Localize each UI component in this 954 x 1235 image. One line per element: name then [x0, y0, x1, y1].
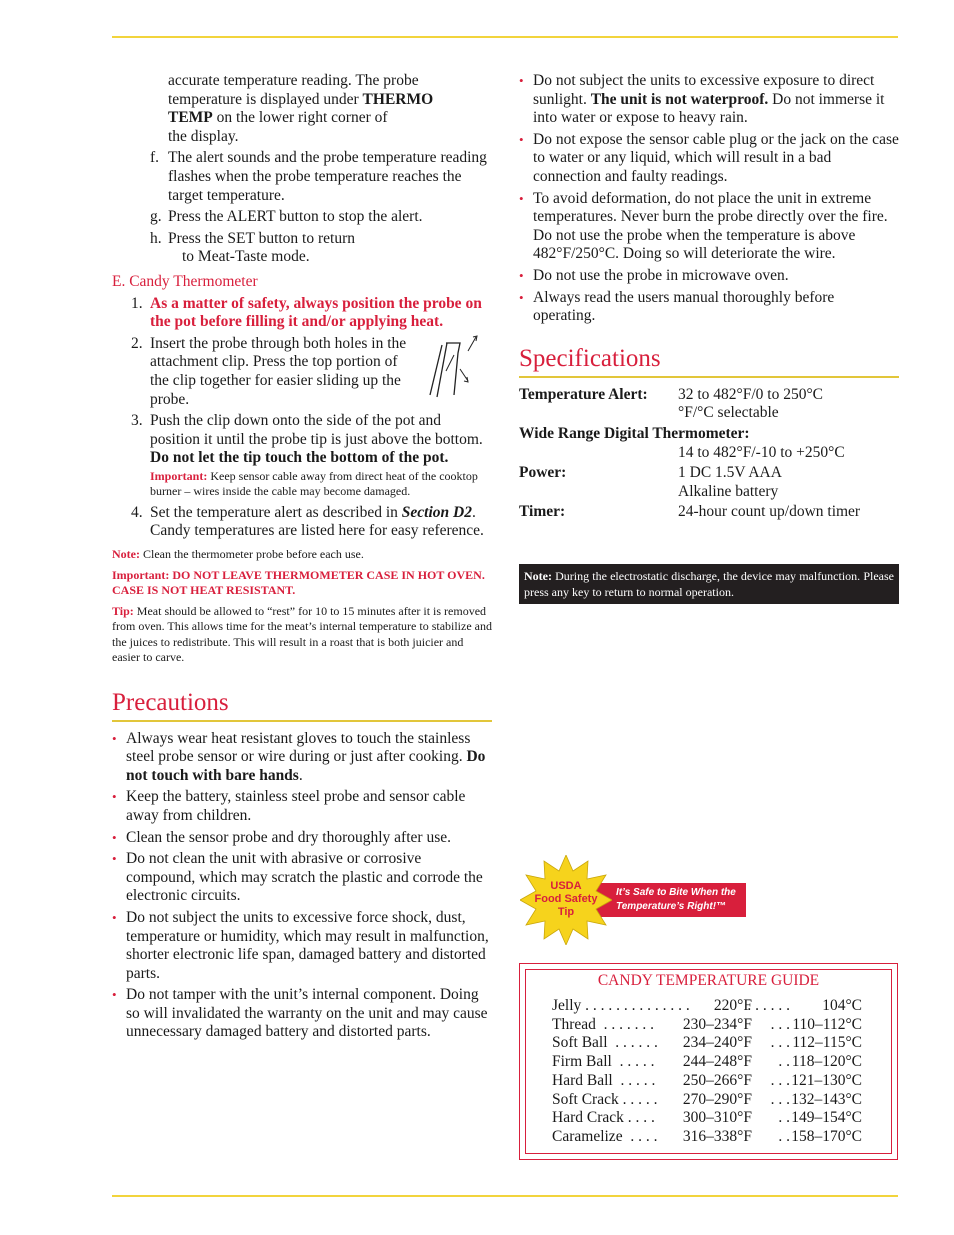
esd-note: Note: During the electrostatic discharge, the device may malfunction. Please press any key to return to normal operation.: [519, 564, 899, 604]
spec-timer: Timer: 24-hour count up/down timer: [519, 503, 861, 521]
candy-name: Caramelize . . . .: [552, 1127, 658, 1145]
usda-star-text: USDA Food Safety Tip: [534, 880, 598, 918]
list-item: • Do not tamper with the unit’s internal component. Doing so will invalidated the warranty on the unit and may cause unnecessary damaged battery and distorted parts.: [112, 986, 492, 1042]
candy-dots: . . . . . .: [747, 997, 790, 1014]
candy-fahrenheit: 250–266°F: [682, 1071, 752, 1089]
list-item: • Clean the sensor probe and dry thoroughly after use.: [112, 829, 492, 848]
important-note: Important: DO NOT LEAVE THERMOMETER CASE IN HOT OVEN. CASE IS NOT HEAT RESISTANT.: [112, 567, 485, 598]
tip: Tip: Meat should be allowed to “rest” for 10 to 15 minutes after it is removed from oven. This allows time for the meat’s internal temperature to stabilize and the juices to redistribute. This will result in a roast that is both juicier and easier to carve.: [112, 603, 492, 665]
candy-celsius: 110–112°C: [792, 1015, 862, 1033]
candy-dots: . .: [778, 1109, 790, 1127]
candy-dots: . .: [778, 1127, 790, 1145]
specifications-rule: [519, 376, 899, 378]
step-g: g. Press the ALERT button to stop the alert.: [150, 208, 423, 226]
candy-celsius: 158–170°C: [791, 1127, 862, 1145]
candy-guide-title: CANDY TEMPERATURE GUIDE: [597, 972, 820, 989]
step-f: f. The alert sounds and the probe temperature reading flashes when the probe temperature reaches the target temperature.: [150, 149, 487, 204]
spec-wide-range: Wide Range Digital Thermometer: 14 to 482°F/-10 to +250°C: [519, 424, 845, 461]
top-rule: [112, 36, 898, 38]
candy-name: Hard Crack . . . .: [552, 1109, 655, 1127]
list-item: • Do not clean the unit with abrasive or corrosive compound, which may scratch the plastic and corrode the electronic circuits.: [112, 850, 492, 906]
candy-fahrenheit: 244–248°F: [682, 1053, 752, 1071]
candy-step-4: 4. Set the temperature alert as described in Section D2. Candy temperatures are listed here for easy reference.: [131, 503, 484, 540]
spec-temperature-alert: Temperature Alert: 32 to 482°F/0 to 250°C °F/°C selectable: [519, 385, 824, 422]
candy-temperature-guide: [519, 963, 898, 1160]
candy-fahrenheit: 316–338°F: [682, 1127, 752, 1145]
list-item: • Always read the users manual thoroughly before operating.: [519, 289, 899, 326]
step-h: h. Press the SET button to return to Meat-Taste mode.: [150, 229, 355, 266]
list-item: • Always wear heat resistant gloves to touch the stainless steel probe sensor or wire during or just after cooking. Do not touch with bare hands.: [112, 730, 492, 786]
list-item: • Do not subject the units to excessive force shock, dust, temperature or humidity, which may result in malfunction, shorter electronic life span, damaged battery and distorted parts.: [112, 909, 492, 983]
specifications-title: Specifications: [519, 344, 661, 372]
precautions-rule: [112, 720, 492, 722]
candy-dots: . .: [778, 1053, 790, 1071]
candy-name: Jelly . . . . . . . . . . . . . .: [552, 997, 690, 1014]
list-item: • Do not subject the units to excessive exposure to direct sunlight. The unit is not waterproof. Do not immerse it into water or expose to heavy rain.: [519, 72, 899, 128]
specifications-list: [519, 386, 899, 522]
list-item: • Do not use the probe in microwave oven.: [519, 267, 899, 286]
left-column: [112, 72, 492, 1045]
candy-name: Thread . . . . . . .: [552, 1015, 655, 1033]
candy-name: Firm Ball . . . . .: [552, 1053, 655, 1071]
list-item: • To avoid deformation, do not place the unit in extreme temperatures. Never burn the probe directly over the fire. Do not use the probe when the temperature is above 482°F/250°C. Doing so will deteriorate the wire.: [519, 190, 899, 264]
candy-celsius: 112–115°C: [792, 1034, 862, 1052]
list-item: • Do not expose the sensor cable plug or the jack on the case to water or any liquid, which will result in a bad connection and faulty readings.: [519, 131, 899, 187]
candy-fahrenheit: 300–310°F: [682, 1109, 752, 1127]
section-e-heading: E. Candy Thermometer: [112, 272, 258, 290]
step-e-continuation: accurate temperature reading. The probe temperature is displayed under THERMO TEMP on the lower right corner of the display.: [168, 72, 434, 145]
note: Note: Clean the thermometer probe before each use.: [112, 547, 364, 562]
candy-celsius: 118–120°C: [791, 1053, 862, 1071]
precautions-continued: [519, 72, 899, 326]
list-item: • Keep the battery, stainless steel probe and sensor cable away from children.: [112, 788, 492, 825]
bottom-rule: [112, 1195, 898, 1197]
clip-illustration: [420, 335, 490, 405]
precautions-list: [112, 730, 492, 1043]
candy-fahrenheit: 220°F: [713, 997, 752, 1014]
candy-step-3: 3. Push the clip down onto the side of the pot and position it until the probe tip is just above the bottom. Do not let the tip touch the bottom of the pot. Important: Keep sensor cable away from direct heat of the cooktop burner – wires inside the cable may become damaged.: [131, 412, 483, 499]
candy-celsius: 121–130°C: [791, 1071, 862, 1089]
candy-dots: . . .: [770, 1071, 790, 1089]
candy-name: Soft Crack . . . . .: [552, 1090, 658, 1108]
candy-dots: . . .: [770, 1034, 790, 1052]
candy-step-2: 2. Insert the probe through both holes in the attachment clip. Press the top portion of the clip together for easier sliding up the probe.: [112, 335, 492, 409]
precautions-title: Precautions: [112, 688, 229, 716]
candy-celsius: 132–143°C: [791, 1090, 862, 1108]
candy-fahrenheit: 230–234°F: [682, 1015, 752, 1033]
candy-dots: . . .: [770, 1015, 790, 1033]
usda-food-safety-badge: [520, 855, 750, 945]
candy-celsius: 149–154°C: [791, 1109, 862, 1127]
candy-dots: . . .: [770, 1090, 790, 1108]
candy-celsius: 104°C: [822, 997, 862, 1014]
candy-fahrenheit: 234–240°F: [682, 1034, 752, 1052]
candy-name: Hard Ball . . . . .: [552, 1071, 656, 1089]
right-column: [519, 72, 899, 604]
candy-fahrenheit: 270–290°F: [682, 1090, 752, 1108]
candy-step-1: 1. As a matter of safety, always position the probe on the pot before filling it and/or applying heat.: [131, 294, 482, 331]
spec-power: Power: 1 DC 1.5V AAA Alkaline battery: [519, 464, 782, 500]
candy-name: Soft Ball . . . . . .: [552, 1034, 658, 1052]
usda-slogan-banner: It’s Safe to Bite When the Temperature’s Right!™: [590, 883, 746, 917]
